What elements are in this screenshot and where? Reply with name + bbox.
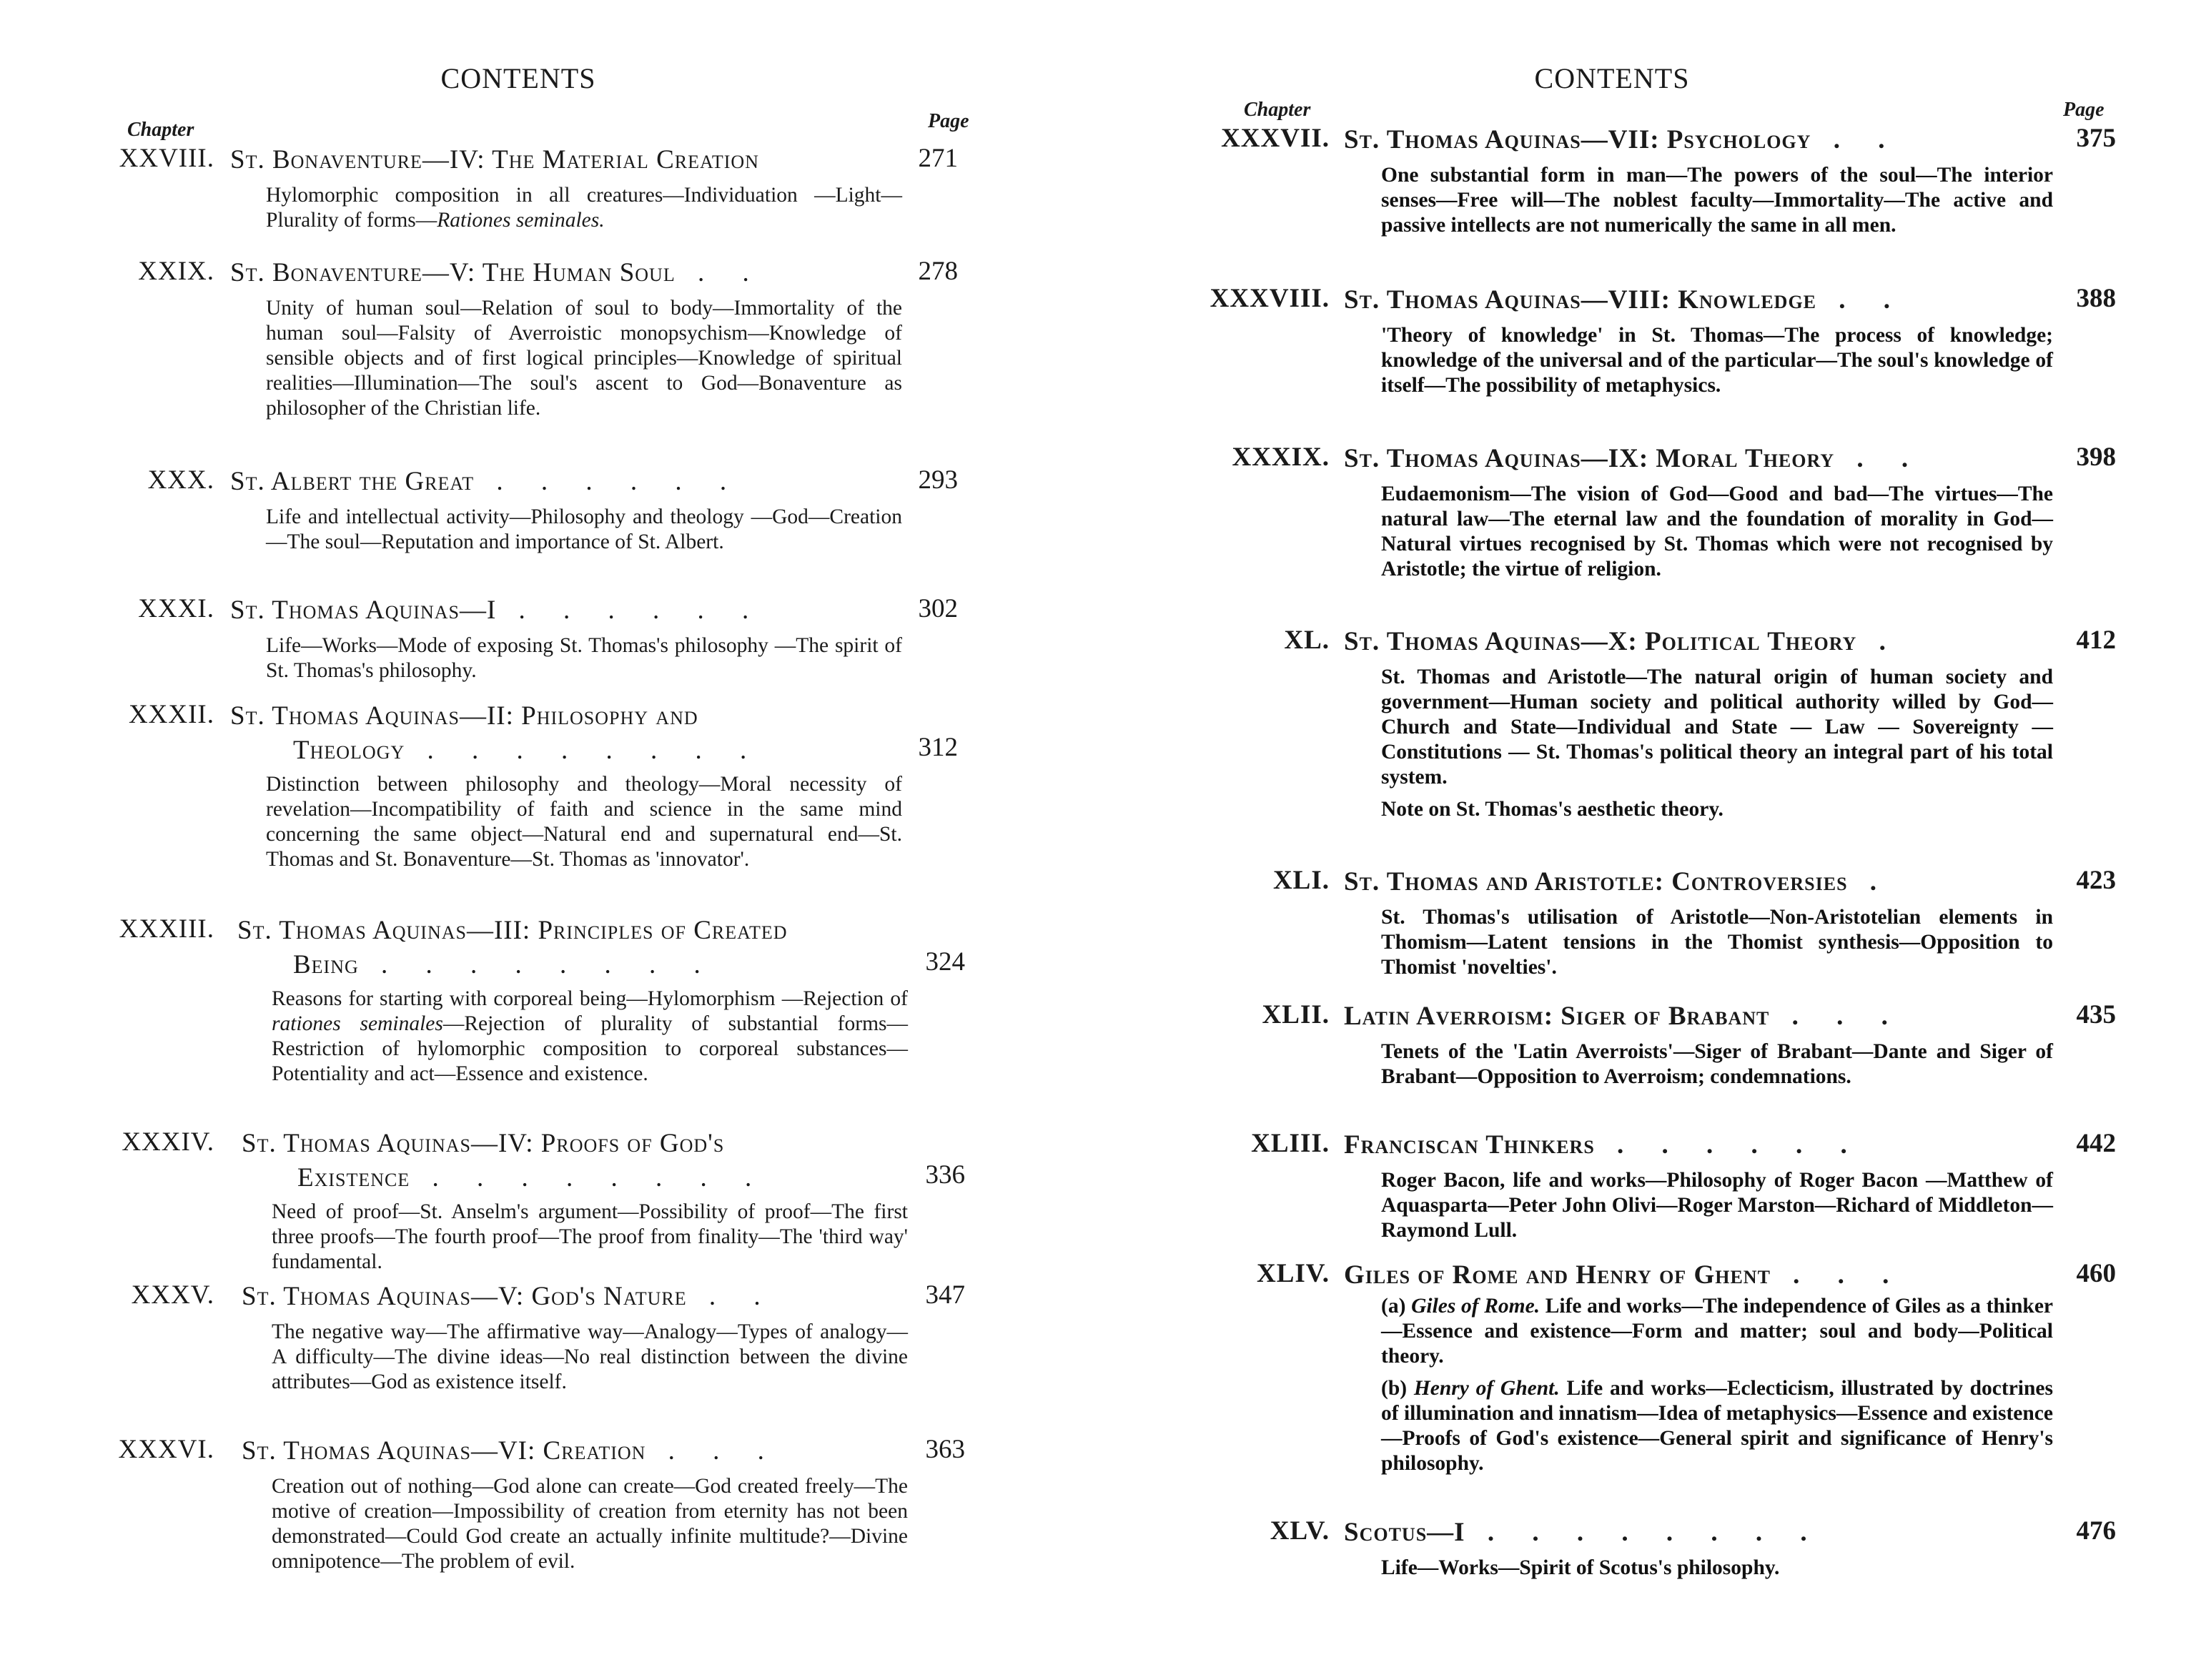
page-title: CONTENTS bbox=[1534, 62, 1690, 94]
chapter-number: XXXVIII. bbox=[1210, 284, 1330, 313]
page-number: 271 bbox=[918, 144, 958, 173]
left-page bbox=[0, 0, 969, 1680]
page-number: 324 bbox=[925, 947, 965, 977]
chapter-title: St. Thomas Aquinas—IV: Proofs of God's Existence . . . . . . . . bbox=[242, 1129, 768, 1192]
chapter-column-label: Chapter bbox=[127, 119, 194, 141]
chapter-column-label: Chapter bbox=[1244, 99, 1311, 121]
chapter-summary: Life—Works—Mode of exposing St. Thomas's philosophy —The spirit of St. Thomas's philosophy. bbox=[266, 634, 902, 682]
chapter-number: XXX. bbox=[147, 465, 214, 495]
chapter-summary: One substantial form in man—The powers of the soul—The interior senses—Free will—The noblest faculty—Immortality—The active and passive intellects are not numerically the same in all men. bbox=[1381, 164, 2053, 237]
chapter-number: XXXII. bbox=[128, 700, 214, 729]
chapter-summary: St. Thomas and Aristotle—The natural origin of human society and government—Human society and political authority willed by God—Church and State—Individual and State — Law — Sovereignty — Constitutions — St. Thomas's political theory an integral part of his total system. Note on St. Thomas's aesthetic theory. bbox=[1381, 666, 2053, 821]
page-number: 398 bbox=[2076, 443, 2116, 472]
chapter-summary: Reasons for starting with corporeal being—Hylomorphism —Rejection of rationes seminales—Rejection of plurality of substantial forms—Restriction of hylomorphic composition to corporeal substances—Potentiality and act—Essence and existence. bbox=[272, 987, 908, 1085]
page-number: 476 bbox=[2076, 1516, 2116, 1546]
chapter-number: XXXIV. bbox=[122, 1127, 214, 1157]
chapter-title: Franciscan Thinkers . . . . . . bbox=[1344, 1130, 1863, 1160]
chapter-number: XXXI. bbox=[138, 594, 214, 623]
chapter-number: XLI. bbox=[1272, 866, 1330, 895]
chapter-summary: Eudaemonism—The vision of God—Good and bad—The virtues—The natural law—The eternal law and the foundation of morality in God—Natural virtues recognised by St. Thomas which were not recognised by Aristotle; the virtue of religion. bbox=[1381, 483, 2053, 580]
chapter-title: St. Bonaventure—IV: The Material Creation bbox=[230, 145, 759, 174]
chapter-number: XL. bbox=[1284, 626, 1330, 655]
chapter-summary: Life—Works—Spirit of Scotus's philosophy. bbox=[1381, 1556, 1780, 1579]
chapter-summary: Unity of human soul—Relation of soul to body—Immortality of the human soul—Falsity of Averroistic monopsychism—Knowledge of sensible objects and of first logical principles—Knowledge of spiritual realities—Illumination—The soul's ascent to God—Bonaventure as philosopher of the Christian life. bbox=[266, 297, 902, 420]
chapter-title: St. Thomas Aquinas—I . . . . . . bbox=[230, 596, 765, 625]
page-number: 336 bbox=[925, 1160, 965, 1190]
chapter-summary: Need of proof—St. Anselm's argument—Possibility of proof—The first three proofs—The fourth proof—The proof from finality—The 'third way' fundamental. bbox=[272, 1200, 908, 1273]
chapter-title: St. Albert the Great . . . . . . bbox=[230, 467, 743, 496]
chapter-summary: Roger Bacon, life and works—Philosophy of Roger Bacon —Matthew of Aquasparta—Peter John Olivi—Roger Marston—Richard of Middleton—Raymond Lull. bbox=[1381, 1169, 2053, 1242]
page-number: 312 bbox=[918, 733, 958, 762]
page-column-label: Page bbox=[928, 110, 969, 132]
page-number: 293 bbox=[918, 465, 958, 495]
chapter-title: St. Thomas Aquinas—VII: Psychology . . bbox=[1344, 125, 1901, 154]
note: Note on St. Thomas's aesthetic theory. bbox=[1381, 798, 1723, 821]
chapter-number: XXIX. bbox=[138, 257, 214, 286]
chapter-number: XXXVII. bbox=[1221, 124, 1330, 153]
chapter-summary: Creation out of nothing—God alone can create—God created freely—The motive of creation—Impossibility of creation from eternity has not been demonstrated—Could God create an actually infinite multitude?—Divine omnipotence—The problem of evil. bbox=[272, 1475, 908, 1573]
chapter-summary: Life and intellectual activity—Philosophy and theology —God—Creation—The soul—Reputation and importance of St. Albert. bbox=[266, 505, 902, 553]
chapter-summary: 'Theory of knowledge' in St. Thomas—The process of knowledge; knowledge of the universal and of the particular—The soul's knowledge of itself—The possibility of metaphysics. bbox=[1381, 324, 2053, 397]
page-number: 460 bbox=[2076, 1259, 2116, 1288]
chapter-summary: The negative way—The affirmative way—Analogy—Types of analogy—A difficulty—The divine ideas—No real distinction between the divine attributes—God as existence itself. bbox=[272, 1320, 908, 1393]
chapter-number: XXXIII. bbox=[119, 914, 214, 944]
chapter-number: XXXVI. bbox=[118, 1435, 214, 1464]
page-number: 347 bbox=[925, 1280, 965, 1310]
chapter-number: XXVIII. bbox=[119, 144, 214, 173]
chapter-summary: Hylomorphic composition in all creatures—Individuation —Light—Plurality of forms—Rationes seminales. bbox=[266, 184, 902, 232]
page-number: 423 bbox=[2076, 866, 2116, 895]
page-number: 435 bbox=[2076, 1000, 2116, 1029]
page-number: 278 bbox=[918, 257, 958, 286]
page-number: 302 bbox=[918, 594, 958, 623]
page-number: 363 bbox=[925, 1435, 965, 1464]
chapter-title: St. Thomas Aquinas—VI: Creation . . . bbox=[242, 1436, 780, 1466]
chapter-title: St. Thomas Aquinas—V: God's Nature . . bbox=[242, 1282, 776, 1311]
page-column-label: Page bbox=[2063, 99, 2105, 121]
chapter-title: St. Thomas Aquinas—IX: Moral Theory . . bbox=[1344, 444, 1924, 473]
chapter-title: St. Bonaventure—V: The Human Soul . . bbox=[230, 258, 765, 287]
chapter-summary: Distinction between philosophy and theology—Moral necessity of revelation—Incompatibility of faith and science in the same mind concerning the same object—Natural end and supernatural end—St. Thomas and St. Bonaventure—St. Thomas as 'innovator'. bbox=[266, 773, 902, 871]
chapter-title: Scotus—I . . . . . . . . bbox=[1344, 1518, 1823, 1547]
right-page bbox=[1115, 0, 2186, 1680]
chapter-title: St. Thomas Aquinas—II: Philosophy and Theology . . . . . . . . bbox=[230, 701, 763, 765]
chapter-title: St. Thomas Aquinas—III: Principles of Created Being . . . . . . . . bbox=[237, 916, 788, 979]
chapter-title: Latin Averroism: Siger of Brabant . . . bbox=[1344, 1002, 1904, 1031]
page-number: 412 bbox=[2076, 626, 2116, 655]
page-number: 388 bbox=[2076, 284, 2116, 313]
subsection-b: (b) Henry of Ghent. Life and works—Eclecticism, illustrated by doctrines of illumination and innatism—Idea of metaphysics—Essence and existence—Proofs of God's existence—General spirit and significance of Henry's philosophy. bbox=[1381, 1377, 2053, 1475]
page-title: CONTENTS bbox=[440, 62, 596, 94]
chapter-summary: St. Thomas's utilisation of Aristotle—Non-Aristotelian elements in Thomism—Latent tensions in the Thomist synthesis—Opposition to Thomist 'novelties'. bbox=[1381, 906, 2053, 979]
chapter-title: St. Thomas and Aristotle: Controversies . bbox=[1344, 867, 1893, 896]
chapter-title: St. Thomas Aquinas—X: Political Theory . bbox=[1344, 627, 1901, 656]
chapter-summary: Tenets of the 'Latin Averroists'—Siger of Brabant—Dante and Siger of Brabant—Opposition to Averroism; condemnations. bbox=[1381, 1040, 2053, 1088]
chapter-number: XXXIX. bbox=[1232, 443, 1330, 472]
chapter-summary bbox=[1381, 1294, 2053, 1483]
chapter-title: St. Thomas Aquinas—VIII: Knowledge . . bbox=[1344, 285, 1906, 315]
chapter-number: XLIV. bbox=[1257, 1259, 1330, 1288]
page-number: 375 bbox=[2076, 124, 2116, 153]
page-number: 442 bbox=[2076, 1129, 2116, 1158]
chapter-title: Giles of Rome and Henry of Ghent . . . bbox=[1344, 1260, 1905, 1290]
chapter-number: XLV. bbox=[1270, 1516, 1330, 1546]
chapter-number: XXXV. bbox=[131, 1280, 214, 1310]
chapter-number: XLII. bbox=[1262, 1000, 1330, 1029]
subsection-a: (a) Giles of Rome. Life and works—The independence of Giles as a thinker—Essence and existence—Form and matter; soul and body—Political theory. bbox=[1381, 1295, 2054, 1368]
chapter-number: XLIII. bbox=[1251, 1129, 1330, 1158]
